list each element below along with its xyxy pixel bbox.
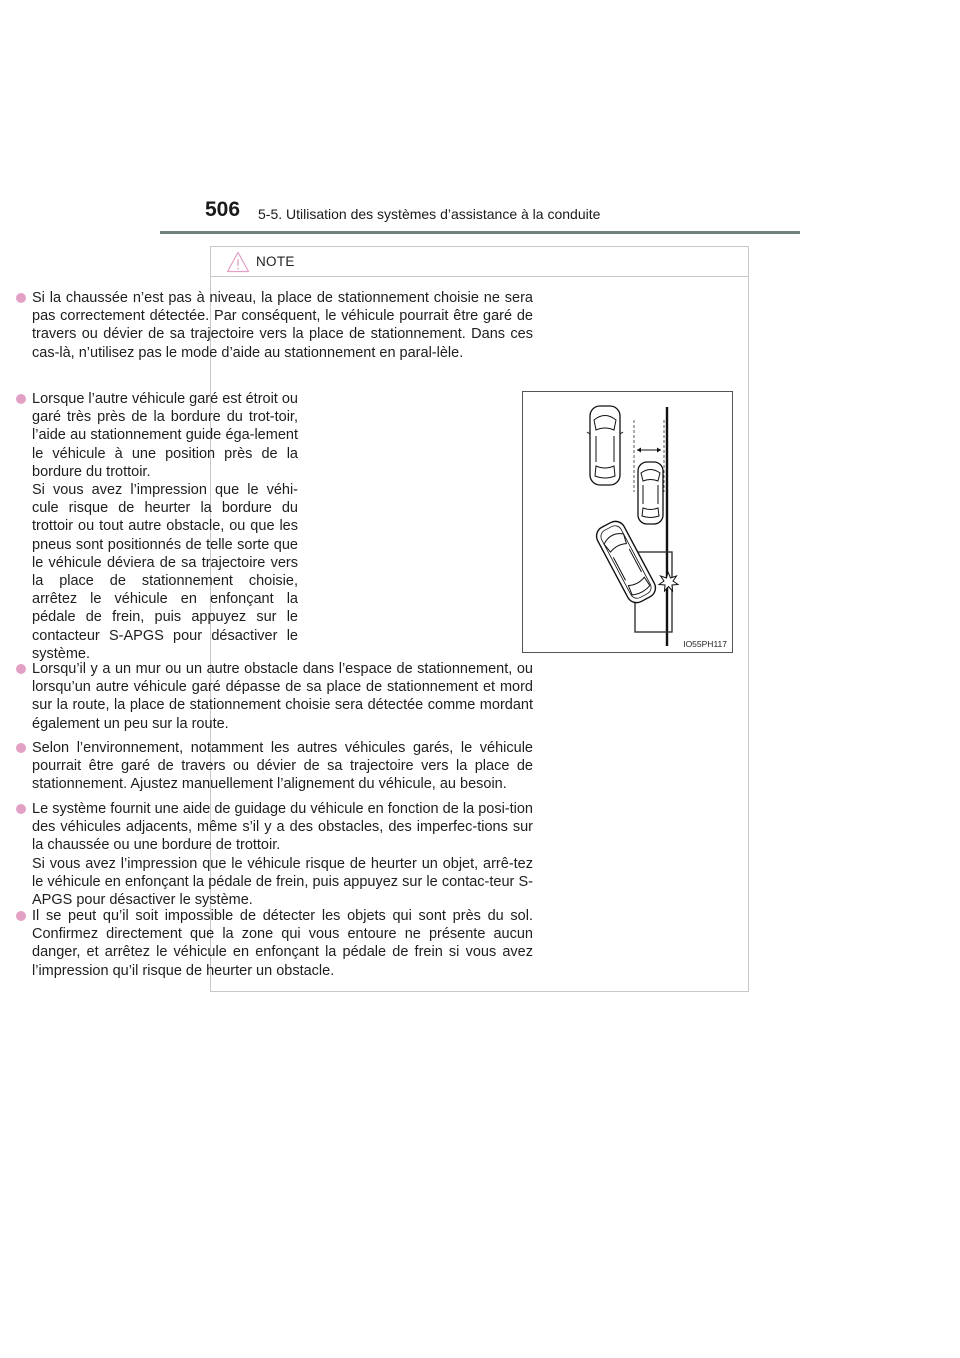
figure-code: IO55PH117 <box>683 639 727 649</box>
list-item-text: Selon l’environnement, notamment les autres véhicules garés, le véhicule pourrait être garé de travers ou dévier de sa trajectoire vers la place de stationnement. Ajustez manuellement l’alignement du véhicule, au besoin. <box>32 740 533 793</box>
bullet-icon <box>16 664 26 674</box>
parking-illustration <box>522 391 733 653</box>
parked-car <box>638 462 663 524</box>
list-item-text-continued: Si vous avez l’impression que le véhicule risque de heurter un objet, arrê-tez le véhicule en enfonçant la pédale de frein, puis appuyez sur le contac-teur S-APGS pour désactiver le système. <box>32 855 533 909</box>
list-item-text-continued: Si vous avez l’impression que le véhi-cule risque de heurter la bordure du trottoir ou tout autre obstacle, ou que les pneus sont positionnés de telle sorte que le véhicule déviera de sa trajectoire vers la place de stationnement choisie, arrêtez le véhicule en enfonçant la pédale de frein, puis appuyez sur le contacteur S-APGS pour désactiver le système. <box>32 482 298 662</box>
bullet-icon <box>16 293 26 303</box>
impact-icon <box>659 572 678 591</box>
bullet-icon <box>16 804 26 814</box>
own-car <box>593 518 659 606</box>
bullet-icon <box>16 743 26 753</box>
list-item-text: Il se peut qu’il soit impossible de détecter les objets qui sont près du sol. Confirmez directement que la zone qui vous entoure ne présente aucun danger, et arrêtez le véhicule en enfonçant la pédale de frein si vous avez l’impression qu’il risque de heurter un obstacle. <box>32 908 533 979</box>
list-item <box>16 800 533 909</box>
list-item-text: Si la chaussée n’est pas à niveau, la place de stationnement choisie ne sera pas correctement détectée. Par conséquent, le véhicule pourrait être garé de travers ou dévier de sa trajectoire vers la place de stationnement. Dans ces cas-là, n’utilisez pas le mode d’aide au stationnement en paral-lèle. <box>32 290 533 361</box>
bullet-icon <box>16 911 26 921</box>
list-item-text: Le système fournit une aide de guidage du véhicule en fonction de la posi-tion des véhicules adjacents, même s’il y a des obstacles, des imperfec-tions sur la chaussée ou une bordure de trottoir. <box>32 801 533 854</box>
warning-triangle-icon <box>226 251 250 273</box>
page-number: 506 <box>205 198 241 221</box>
list-item-text: Lorsque l’autre véhicule garé est étroit ou garé très près de la bordure du trot-toir, l’aide au stationnement guide éga-lement le véhicule à une position près de la bordure du trottoir. <box>32 391 298 480</box>
note-label: NOTE <box>256 254 295 269</box>
list-item <box>16 390 533 663</box>
list-item-text: Lorsqu’il y a un mur ou un autre obstacle dans l’espace de stationnement, ou lorsqu’un autre véhicule garé dépasse de sa place de stationnement et mord sur la route, la place de stationnement choisie sera détectée comme mordant également un peu sur la route. <box>32 661 533 732</box>
list-item <box>16 739 533 794</box>
list-item <box>16 660 533 733</box>
header-rule <box>160 231 800 234</box>
list-item <box>16 907 533 980</box>
note-header <box>211 247 748 277</box>
bullet-icon <box>16 394 26 404</box>
parking-diagram <box>523 392 732 652</box>
section-title: 5-5. Utilisation des systèmes d’assistance à la conduite <box>258 206 601 222</box>
parked-car <box>587 406 623 485</box>
list-item <box>16 289 533 362</box>
